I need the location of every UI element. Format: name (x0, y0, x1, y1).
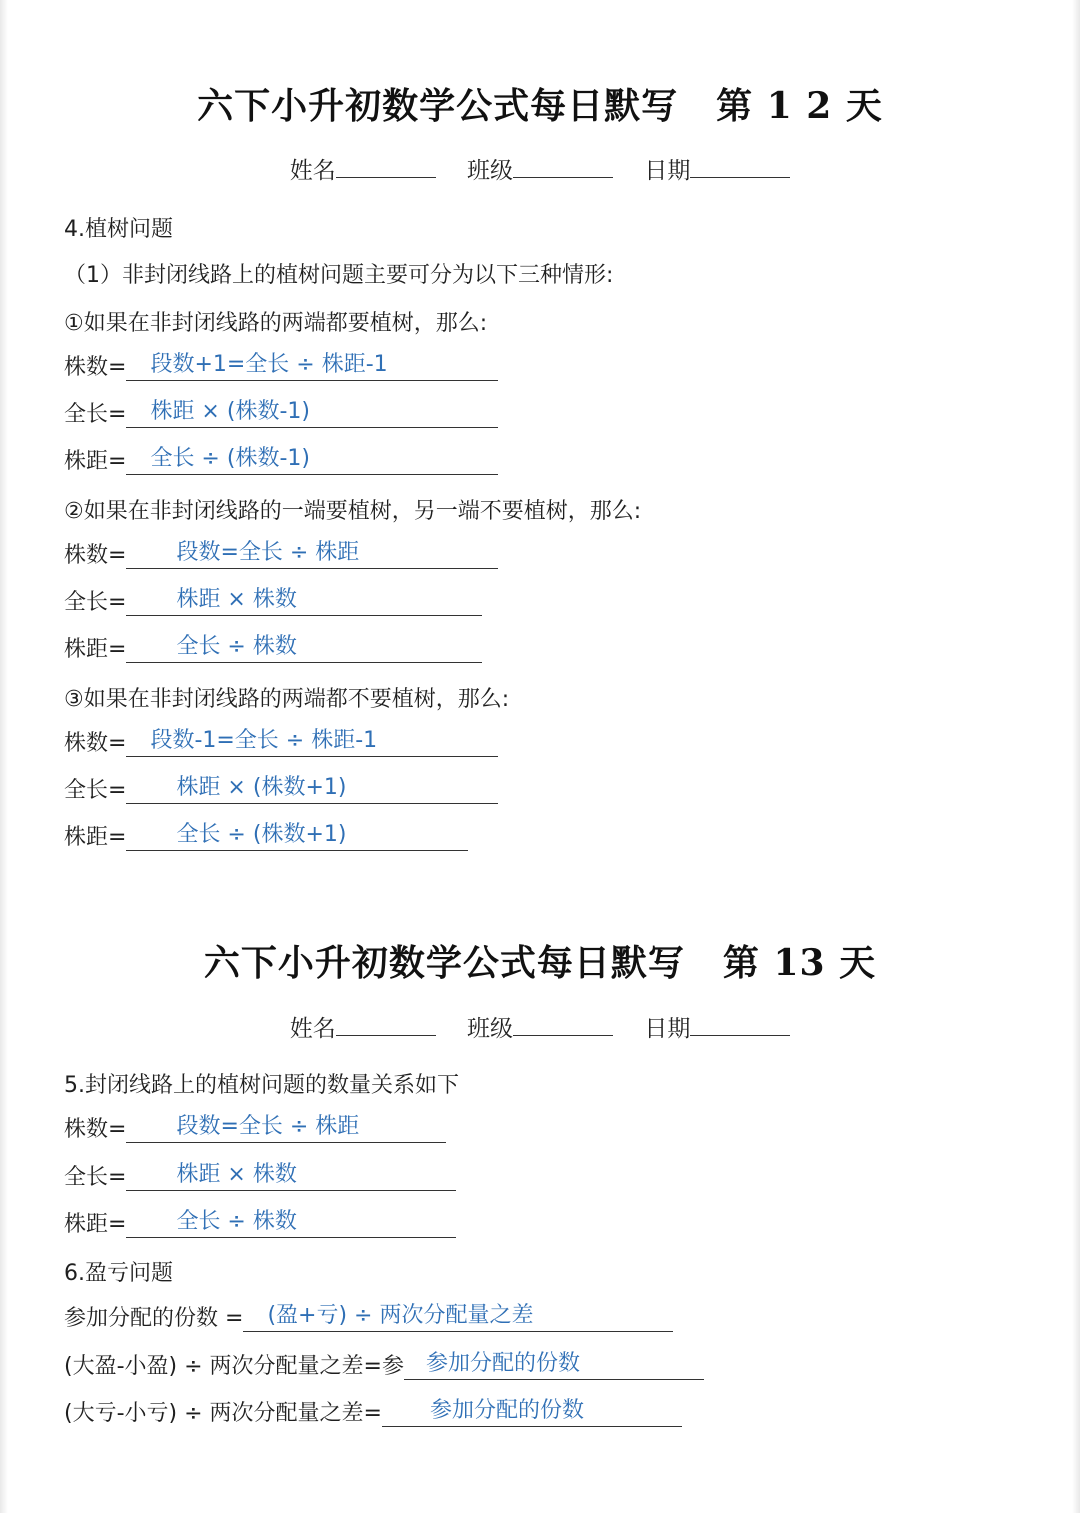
day-number: 第 13 天 (722, 942, 877, 984)
answer-text: 株距 × (株数-1) (150, 399, 310, 424)
formula-row (64, 726, 498, 758)
formula-row (64, 773, 498, 805)
worksheet-title-day13 (0, 935, 1080, 986)
case-2-heading: ②如果在非封闭线路的一端要植树，另一端不要植树，那么: (64, 499, 642, 524)
class-label: 班级 (467, 1016, 513, 1042)
formula-row (64, 1207, 456, 1239)
name-blank[interactable] (336, 155, 436, 178)
answer-text: 段数-1=全长 ÷ 株距-1 (150, 728, 378, 753)
formula-row (64, 397, 498, 429)
answer-text: 株距 × (株数+1) (176, 775, 347, 800)
date-label: 日期 (644, 158, 691, 184)
student-info-day13 (0, 1010, 1080, 1043)
day-number: 第 1 2 天 (716, 85, 883, 127)
formula-label: 株距= (64, 825, 127, 850)
answer-blank[interactable] (382, 1398, 682, 1427)
answer-blank[interactable] (126, 728, 498, 757)
formula-row (64, 444, 498, 476)
name-label: 姓名 (289, 1016, 336, 1042)
answer-text: 株距 × 株数 (176, 587, 297, 612)
answer-text: 段数=全长 ÷ 株距 (176, 540, 360, 565)
date-label: 日期 (644, 1016, 691, 1042)
formula-label: (大盈-小盈) ÷ 两次分配量之差=参 (64, 1354, 404, 1379)
subsection-1: （1）非封闭线路上的植树问题主要可分为以下三种情形: (64, 263, 614, 288)
formula-label: 株距= (64, 449, 127, 474)
answer-text: 段数+1=全长 ÷ 株距-1 (150, 352, 388, 377)
answer-blank[interactable] (126, 775, 498, 804)
formula-label: 株数= (64, 355, 127, 380)
answer-text: 段数=全长 ÷ 株距 (176, 1114, 360, 1139)
answer-text: 全长 ÷ 株数 (176, 1209, 297, 1234)
answer-blank[interactable] (126, 1162, 456, 1191)
answer-blank[interactable] (126, 540, 498, 569)
answer-blank[interactable] (126, 634, 482, 663)
class-blank[interactable] (513, 155, 613, 178)
student-info-day12 (0, 152, 1080, 185)
answer-text: 参加分配的份数 (425, 1351, 580, 1376)
title-text: 六下小升初数学公式每日默写 (203, 942, 685, 984)
formula-row (64, 538, 498, 570)
answer-blank[interactable] (126, 1114, 446, 1143)
answer-blank[interactable] (243, 1303, 673, 1332)
answer-blank[interactable] (126, 587, 482, 616)
title-text: 六下小升初数学公式每日默写 (197, 85, 679, 127)
answer-text: 全长 ÷ (株数-1) (150, 446, 310, 471)
formula-label: 全长= (64, 1165, 127, 1190)
formula-row (64, 350, 498, 382)
formula-label: 全长= (64, 590, 127, 615)
case-1-heading: ①如果在非封闭线路的两端都要植树，那么: (64, 311, 488, 336)
formula-label: 参加分配的份数 = (64, 1306, 244, 1331)
date-field[interactable] (644, 1010, 790, 1043)
formula-label: 全长= (64, 778, 127, 803)
formula-label: 株数= (64, 1117, 127, 1142)
answer-text: 参加分配的份数 (429, 1398, 584, 1423)
date-blank[interactable] (690, 1013, 790, 1036)
answer-text: 全长 ÷ (株数+1) (176, 822, 347, 847)
formula-row (64, 820, 468, 852)
answer-blank[interactable] (404, 1351, 704, 1380)
name-blank[interactable] (336, 1013, 436, 1036)
page-edge-right (1072, 0, 1080, 1513)
answer-text: (盈+亏) ÷ 两次分配量之差 (267, 1303, 534, 1328)
answer-text: 株距 × 株数 (176, 1162, 297, 1187)
page-edge-left (0, 0, 8, 1513)
formula-row (64, 585, 482, 617)
class-field[interactable] (467, 152, 613, 185)
section-heading-6: 6.盈亏问题 (64, 1261, 173, 1286)
section-heading-4: 4.植树问题 (64, 217, 173, 242)
answer-blank[interactable] (126, 399, 498, 428)
answer-blank[interactable] (126, 822, 468, 851)
worksheet-title-day12 (0, 78, 1080, 129)
formula-label: (大亏-小亏) ÷ 两次分配量之差= (64, 1401, 382, 1426)
formula-row (64, 1301, 673, 1333)
formula-row (64, 1349, 704, 1381)
date-blank[interactable] (690, 155, 790, 178)
answer-text: 全长 ÷ 株数 (176, 634, 297, 659)
formula-row (64, 1160, 456, 1192)
formula-row (64, 1396, 682, 1428)
date-field[interactable] (644, 152, 790, 185)
formula-label: 株距= (64, 1212, 127, 1237)
name-field[interactable] (290, 152, 436, 185)
class-label: 班级 (467, 158, 513, 184)
answer-blank[interactable] (126, 1209, 456, 1238)
section-heading-5: 5.封闭线路上的植树问题的数量关系如下 (64, 1073, 459, 1098)
formula-label: 株数= (64, 731, 127, 756)
formula-label: 株数= (64, 543, 127, 568)
class-field[interactable] (467, 1010, 613, 1043)
name-field[interactable] (290, 1010, 436, 1043)
class-blank[interactable] (513, 1013, 613, 1036)
formula-row (64, 632, 482, 664)
formula-label: 株距= (64, 637, 127, 662)
case-3-heading: ③如果在非封闭线路的两端都不要植树，那么: (64, 687, 510, 712)
formula-row (64, 1112, 446, 1144)
answer-blank[interactable] (126, 446, 498, 475)
formula-label: 全长= (64, 402, 127, 427)
answer-blank[interactable] (126, 352, 498, 381)
name-label: 姓名 (289, 158, 336, 184)
